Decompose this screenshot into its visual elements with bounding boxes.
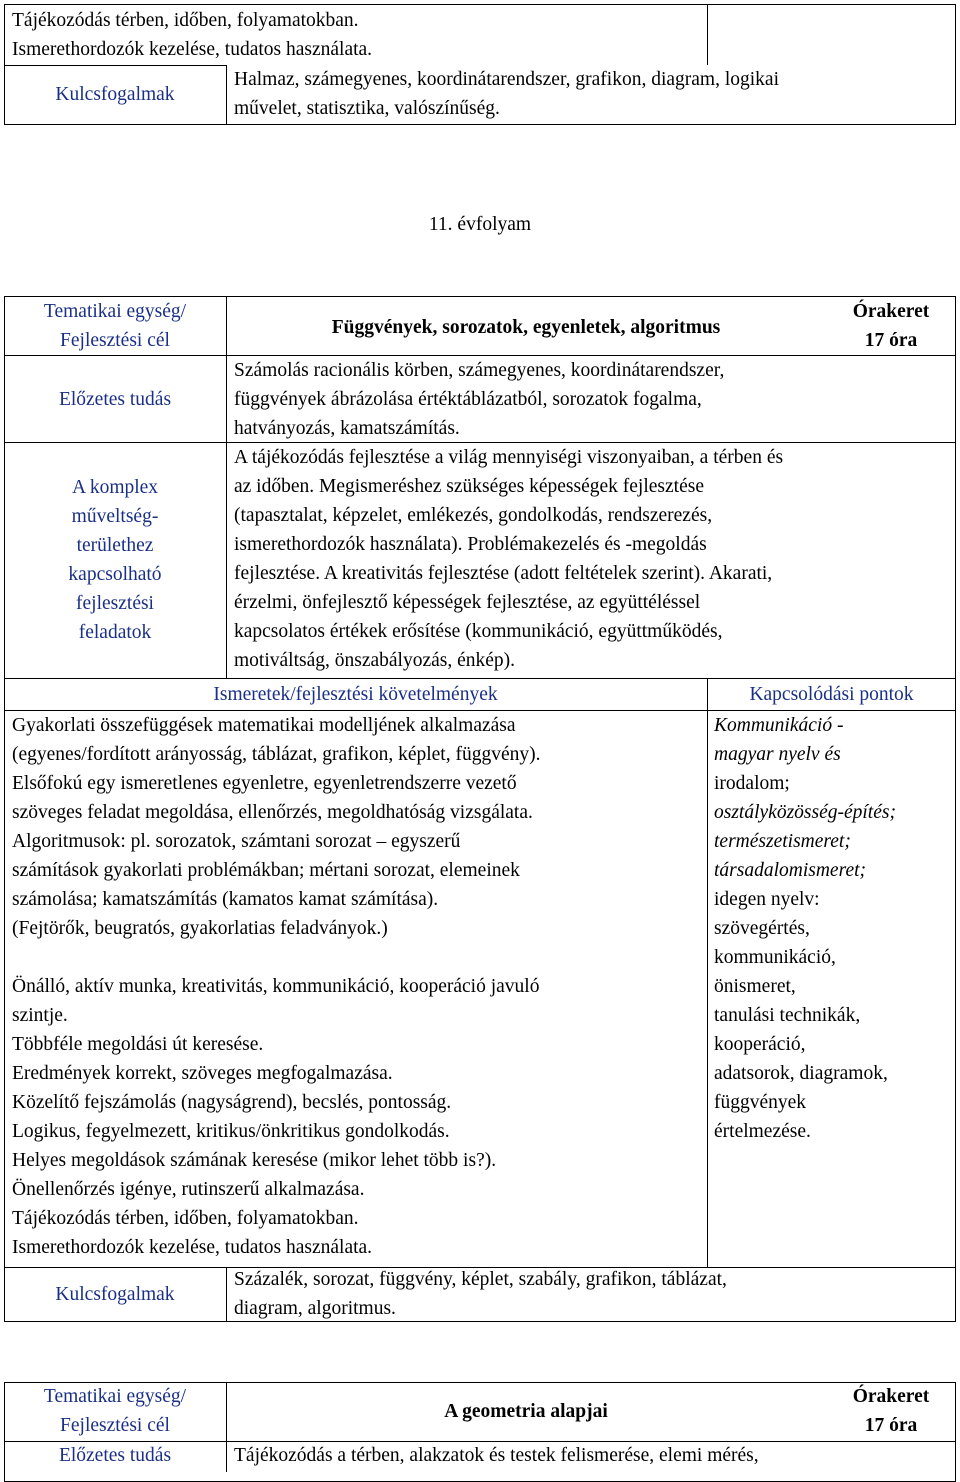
divider [707,678,708,1267]
text-line: feladatok [78,622,152,643]
text-line: Önellenőrzés igénye, rutinszerű alkalmazása. [12,1179,365,1200]
label-theme [4,1382,226,1440]
top-lines [12,6,372,64]
spacer [12,943,540,972]
text-line: Tájékozódás térben, időben, folyamatokban. [12,1208,359,1229]
text-line: függvények [714,1092,807,1113]
text-line: Tájékozódás térben, időben, folyamatokban. [12,10,359,31]
text-line: tanulási technikák, [714,1005,861,1026]
text-line: Eredmények korrekt, szöveges megfogalmazása. [12,1063,393,1084]
hours-value: 17 óra [864,330,918,351]
req-header: Ismeretek/fejlesztési követelmények [213,684,498,705]
text-line: kapcsolható [68,564,162,585]
text-line: fejlesztése. A kreativitás fejlesztése (adott feltételek szerint). Akarati, [234,563,773,584]
prior-text: Tájékozódás a térben, alakzatok és testek felismerése, elemi mérés, [234,1445,759,1466]
text-line: Logikus, fegyelmezett, kritikus/önkritikus gondolkodás. [12,1121,450,1142]
text-line: Gyakorlati összefüggések matematikai modelljének alkalmazása [12,715,516,736]
label-prior: Előzetes tudás [58,389,172,410]
text-line: adatsorok, diagramok, [714,1063,888,1084]
text-line: Kommunikáció - [714,715,844,736]
req-body [12,711,540,1262]
text-line: érzelmi, önfejlesztő képességek fejlesztése, az együttéléssel [234,592,701,613]
label-complex [4,473,226,647]
text-line: diagram, algoritmus. [234,1298,396,1319]
text-line: önismeret, [714,976,796,997]
text-line: Fejlesztési cél [60,1415,170,1436]
text-line: (Fejtörők, beugratós, gyakorlatias feladványok.) [12,918,388,939]
text-line: területhez [76,535,154,556]
label-theme [4,297,226,355]
text-line: ismerethordozók használata). Problémakezelés és -megoldás [234,534,707,555]
text-line: Közelítő fejszámolás (nagyságrend), becslés, pontosság. [12,1092,452,1113]
text-line: számítások gyakorlati problémákban; mértani sorozat, elemeinek [12,860,520,881]
divider [707,4,708,65]
text-line: osztályközösség-építés; [714,802,896,823]
key-text [234,65,779,123]
text-line: A komplex [71,477,159,498]
divider [226,1267,227,1322]
text-line: magyar nyelv és [714,744,841,765]
complex-text [234,443,783,675]
hours [826,1382,956,1440]
text-line: Százalék, sorozat, függvény, képlet, szabály, grafikon, táblázat, [234,1269,727,1290]
text-line: (egyenes/fordított arányosság, táblázat, grafikon, képlet, függvény). [12,744,541,765]
text-line: kooperáció, [714,1034,806,1055]
text-line: Helyes megoldások számának keresése (mikor lehet több is?). [12,1150,497,1171]
hours-value: 17 óra [864,1415,918,1436]
text-line: az időben. Megismeréshez szükséges képességek fejlesztése [234,476,704,497]
text-line: A tájékozódás fejlesztése a világ mennyiségi viszonyaiban, a térben és [234,447,784,468]
key-label: Kulcsfogalmak [55,84,175,105]
text-line: Fejlesztési cél [60,330,170,351]
text-line: értelmezése. [714,1121,811,1142]
text-line: kapcsolatos értékek erősítése (kommunikáció, együttműködés, [234,621,723,642]
text-line: műveltség- [71,506,159,527]
divider [226,1382,227,1472]
key-label: Kulcsfogalmak [55,1284,175,1305]
divider [4,65,226,66]
prior-text [234,356,724,443]
text-line: függvények ábrázolása értéktáblázatból, sorozatok fogalma, [234,389,702,410]
text-line: irodalom; [714,773,790,794]
hours-label: Órakeret [852,301,930,322]
text-line: Ismerethordozók kezelése, tudatos használata. [12,39,373,60]
text-line: Tematikai egység/ [43,301,187,322]
hours [826,297,956,355]
text-line: társadalomismeret; [714,860,867,881]
text-line: hatványozás, kamatszámítás. [234,418,460,439]
conn-header: Kapcsolódási pontok [749,684,914,705]
label-prior: Előzetes tudás [58,1445,172,1466]
text-line: Ismerethordozók kezelése, tudatos használata. [12,1237,373,1258]
text-line: Többféle megoldási út keresése. [12,1034,264,1055]
text-line: Algoritmusok: pl. sorozatok, számtani sorozat – egyszerű [12,831,461,852]
text-line: számolása; kamatszámítás (kamatos kamat számítása). [12,889,439,910]
unit-title: Függvények, sorozatok, egyenletek, algoritmus [331,317,721,338]
text-line: Elsőfokú egy ismeretlenes egyenletre, egyenletrendszerre vezető [12,773,517,794]
divider [226,65,227,125]
text-line: természetismeret; [714,831,851,852]
text-line: motiváltság, önszabályozás, énkép). [234,650,516,671]
key-text [234,1265,727,1323]
text-line: fejlesztési [76,593,154,614]
hours-label: Órakeret [852,1386,930,1407]
conn-body [714,711,896,1146]
text-line: szöveges feladat megoldása, ellenőrzés, megoldhatóság vizsgálata. [12,802,533,823]
text-line: művelet, statisztika, valószínűség. [234,98,500,119]
divider [4,678,956,679]
text-line: Tematikai egység/ [43,1386,187,1407]
text-line: idegen nyelv: [714,889,820,910]
unit-title: A geometria alapjai [444,1401,608,1422]
text-line: kommunikáció, [714,947,836,968]
divider [226,296,227,678]
text-line: Halmaz, számegyenes, koordinátarendszer, grafikon, diagram, logikai [234,69,780,90]
text-line: Számolás racionális körben, számegyenes, koordinátarendszer, [234,360,725,381]
text-line: szintje. [12,1005,68,1026]
text-line: Önálló, aktív munka, kreativitás, kommunikáció, kooperáció javuló [12,976,540,997]
grade-title: 11. évfolyam [428,214,532,235]
text-line: (tapasztalat, képzelet, emlékezés, gondolkodás, rendszerezés, [234,505,713,526]
text-line: szövegértés, [714,918,810,939]
